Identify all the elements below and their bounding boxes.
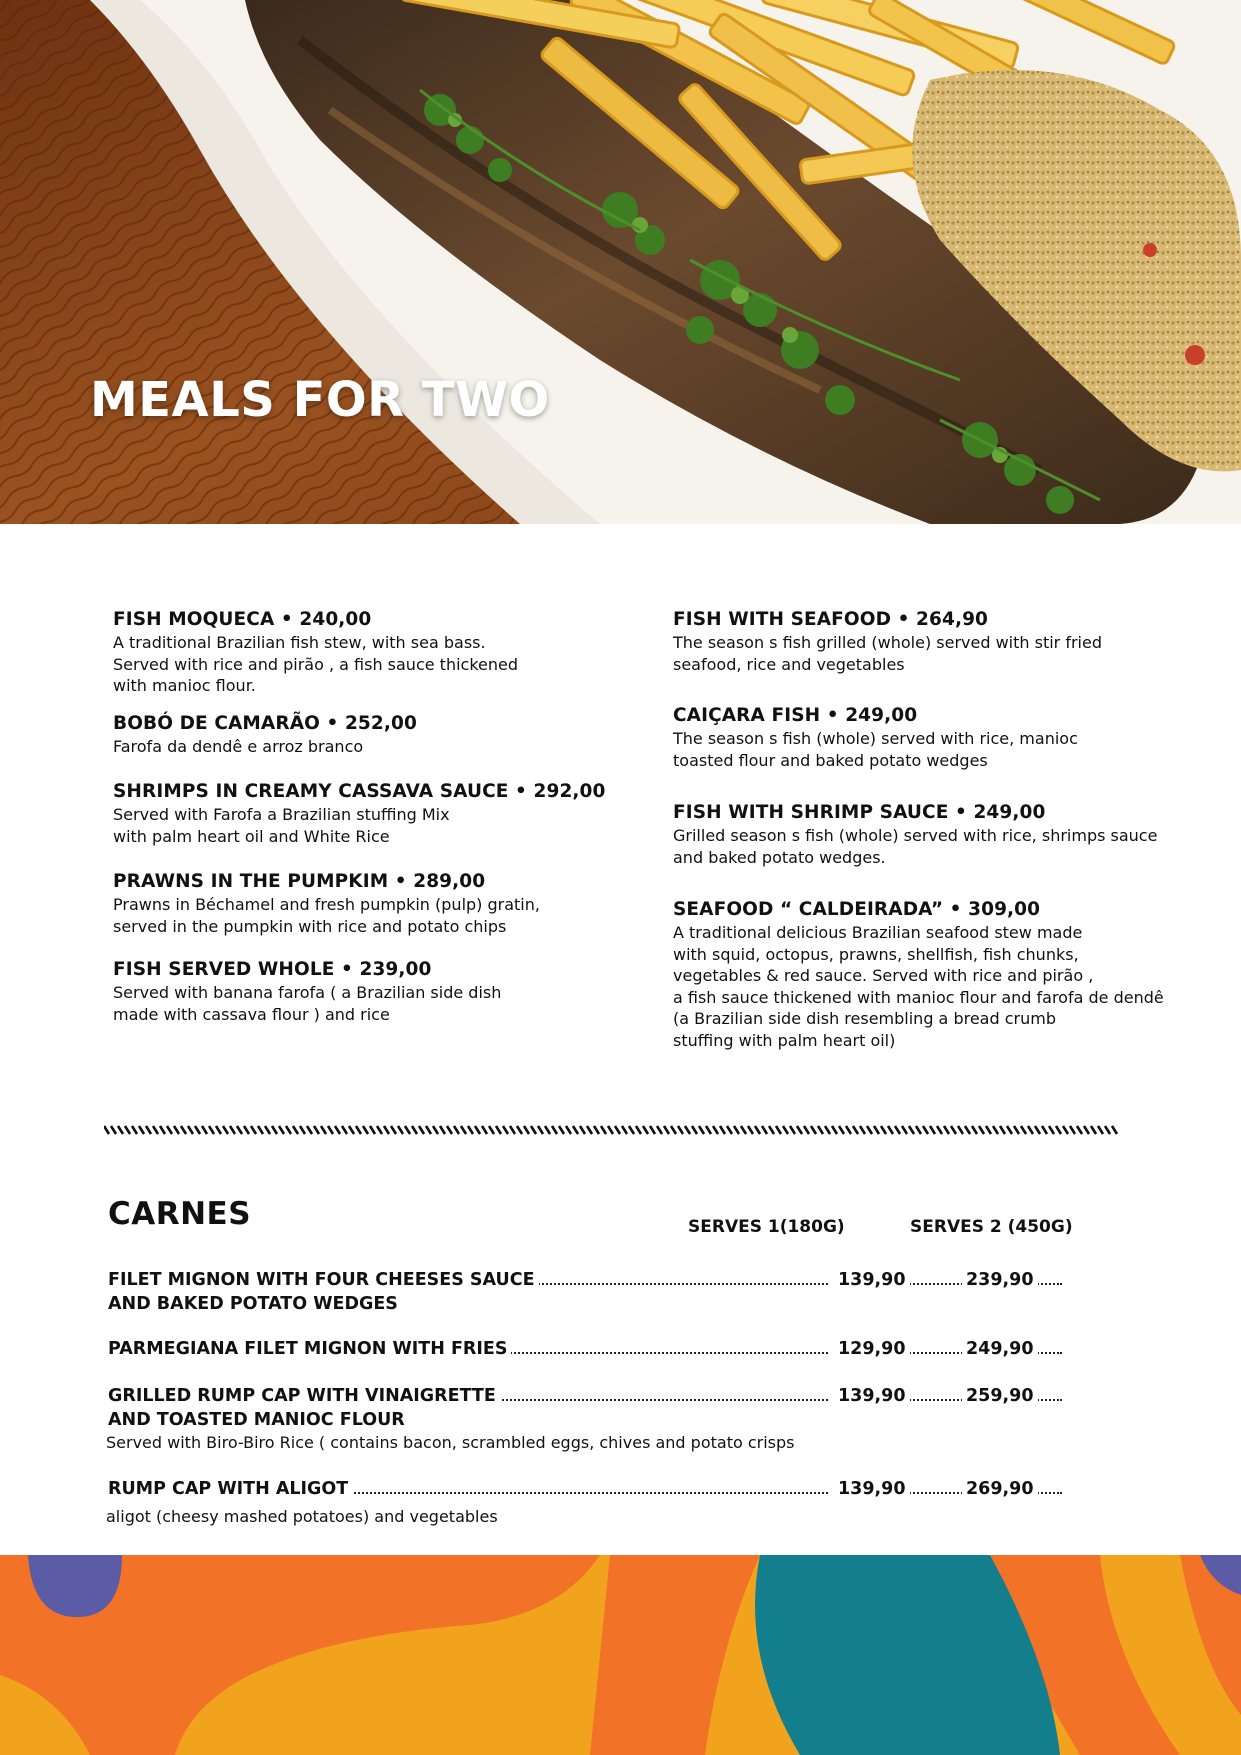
divider-stroke <box>741 1126 746 1134</box>
divider-stroke <box>1077 1126 1082 1134</box>
divider-stroke <box>902 1126 907 1134</box>
divider-stroke <box>384 1126 389 1134</box>
divider-stroke <box>230 1126 235 1134</box>
price-serves-1: 139,90 <box>834 1384 910 1408</box>
divider-stroke <box>300 1126 305 1134</box>
meat-item-name: PARMEGIANA FILET MIGNON WITH FRIES <box>108 1337 511 1361</box>
divider-stroke <box>153 1126 158 1134</box>
divider-stroke <box>1035 1126 1040 1134</box>
divider-stroke <box>671 1126 676 1134</box>
menu-item <box>673 898 1233 1052</box>
divider-stroke <box>972 1126 977 1134</box>
divider-stroke <box>622 1126 627 1134</box>
divider-stroke <box>930 1126 935 1134</box>
divider-stroke <box>944 1126 949 1134</box>
price-serves-1: 139,90 <box>834 1268 910 1292</box>
divider-stroke <box>958 1126 963 1134</box>
section-title-carnes: CARNES <box>108 1196 252 1232</box>
divider-stroke <box>993 1126 998 1134</box>
divider-stroke <box>825 1126 830 1134</box>
divider-stroke <box>272 1126 277 1134</box>
divider-stroke <box>951 1126 956 1134</box>
menu-item-description: Grilled season s fish (whole) served with rice, shrimps sauce and baked potato wedges. <box>673 826 1158 867</box>
divider-stroke <box>552 1126 557 1134</box>
divider-stroke <box>790 1126 795 1134</box>
divider-stroke <box>251 1126 256 1134</box>
menu-item-name: FISH SERVED WHOLE • 239,00 <box>113 959 432 980</box>
divider-stroke <box>734 1126 739 1134</box>
divider-stroke <box>503 1126 508 1134</box>
price-serves-2: 239,90 <box>962 1268 1038 1292</box>
divider-stroke <box>419 1126 424 1134</box>
divider-stroke <box>636 1126 641 1134</box>
divider-stroke <box>265 1126 270 1134</box>
column-header-serves-2: SERVES 2 (450G) <box>910 1217 1073 1237</box>
divider-stroke <box>888 1126 893 1134</box>
divider-stroke <box>1112 1126 1117 1134</box>
divider-stroke <box>601 1126 606 1134</box>
meat-item <box>106 1384 1066 1454</box>
divider-stroke <box>181 1126 186 1134</box>
meat-item <box>106 1477 1066 1528</box>
menu-item-name: PRAWNS IN THE PUMPKIM • 289,00 <box>113 871 486 892</box>
menu-item-name: FISH MOQUECA • 240,00 <box>113 609 372 630</box>
divider-stroke <box>538 1126 543 1134</box>
divider-stroke <box>587 1126 592 1134</box>
divider-stroke <box>748 1126 753 1134</box>
divider-stroke <box>244 1126 249 1134</box>
divider-stroke <box>797 1126 802 1134</box>
divider-stroke <box>916 1126 921 1134</box>
divider-stroke <box>699 1126 704 1134</box>
divider-stroke <box>776 1126 781 1134</box>
divider-stroke <box>755 1126 760 1134</box>
divider-stroke <box>482 1126 487 1134</box>
divider-stroke <box>678 1126 683 1134</box>
divider-stroke <box>566 1126 571 1134</box>
divider-stroke <box>489 1126 494 1134</box>
divider-stroke <box>1091 1126 1096 1134</box>
divider-stroke <box>860 1126 865 1134</box>
divider-stroke <box>293 1126 298 1134</box>
divider-stroke <box>1049 1126 1054 1134</box>
divider-stroke <box>545 1126 550 1134</box>
fish-dish-illustration <box>0 0 1241 524</box>
divider-stroke <box>286 1126 291 1134</box>
divider-stroke <box>1014 1126 1019 1134</box>
divider-stroke <box>881 1126 886 1134</box>
divider-stroke <box>979 1126 984 1134</box>
divider-stroke <box>356 1126 361 1134</box>
footer-pattern <box>0 1555 1241 1755</box>
divider-stroke <box>447 1126 452 1134</box>
divider-stroke <box>874 1126 879 1134</box>
divider-stroke <box>440 1126 445 1134</box>
divider-stroke <box>1028 1126 1033 1134</box>
price-serves-1: 139,90 <box>834 1477 910 1501</box>
price-serves-2: 259,90 <box>962 1384 1038 1408</box>
divider-stroke <box>1042 1126 1047 1134</box>
divider-stroke <box>328 1126 333 1134</box>
divider-stroke <box>685 1126 690 1134</box>
divider-stroke <box>664 1126 669 1134</box>
menu-item-name: SEAFOOD “ CALDEIRADA” • 309,00 <box>673 899 1041 920</box>
divider-stroke <box>237 1126 242 1134</box>
divider-stroke <box>832 1126 837 1134</box>
divider-stroke <box>412 1126 417 1134</box>
divider-stroke <box>818 1126 823 1134</box>
divider-stroke <box>139 1126 144 1134</box>
divider-stroke <box>1056 1126 1061 1134</box>
meat-item-name: FILET MIGNON WITH FOUR CHEESES SAUCE <box>108 1268 539 1292</box>
page-title: MEALS FOR TWO <box>90 372 550 428</box>
divider-stroke <box>580 1126 585 1134</box>
divider-stroke <box>804 1126 809 1134</box>
menu-item <box>673 801 1233 868</box>
divider-stroke <box>510 1126 515 1134</box>
divider-stroke <box>629 1126 634 1134</box>
divider-stroke <box>1021 1126 1026 1134</box>
divider-stroke <box>496 1126 501 1134</box>
divider-stroke <box>258 1126 263 1134</box>
divider-stroke <box>1007 1126 1012 1134</box>
divider-stroke <box>223 1126 228 1134</box>
divider-stroke <box>111 1126 116 1134</box>
section-divider <box>104 1124 1122 1136</box>
divider-stroke <box>167 1126 172 1134</box>
menu-item-name: CAIÇARA FISH • 249,00 <box>673 705 918 726</box>
menu-item <box>113 958 633 1025</box>
menu-item <box>113 712 633 758</box>
divider-stroke <box>615 1126 620 1134</box>
divider-stroke <box>524 1126 529 1134</box>
menu-item <box>673 704 1233 771</box>
divider-stroke <box>769 1126 774 1134</box>
divider-stroke <box>559 1126 564 1134</box>
divider-stroke <box>643 1126 648 1134</box>
divider-stroke <box>650 1126 655 1134</box>
menu-item <box>113 608 633 697</box>
divider-stroke <box>188 1126 193 1134</box>
divider-stroke <box>342 1126 347 1134</box>
divider-stroke <box>370 1126 375 1134</box>
menu-item-description: A traditional Brazilian fish stew, with sea bass. Served with rice and pirão , a fish sauce thickened with manioc flour. <box>113 633 519 696</box>
menu-item-description: A traditional delicious Brazilian seafood stew made with squid, octopus, prawns, shellfish, fish chunks, vegetables & red sauce. Served with rice and pirão , a fish sauce thickened with manioc flour and farofa de dendê (a Brazilian side dish resembling a bread crumb stuffing with palm heart oil) <box>673 923 1164 1050</box>
menu-item-description: The season s fish grilled (whole) served with stir fried seafood, rice and vegetables <box>673 633 1102 674</box>
hero-photo <box>0 0 1241 524</box>
divider-stroke <box>349 1126 354 1134</box>
divider-stroke <box>727 1126 732 1134</box>
divider-stroke <box>867 1126 872 1134</box>
divider-stroke <box>1063 1126 1068 1134</box>
divider-stroke <box>853 1126 858 1134</box>
divider-stroke <box>573 1126 578 1134</box>
divider-stroke <box>720 1126 725 1134</box>
divider-stroke <box>1070 1126 1075 1134</box>
divider-stroke <box>909 1126 914 1134</box>
menu-item <box>113 780 633 847</box>
divider-stroke <box>783 1126 788 1134</box>
divider-stroke <box>202 1126 207 1134</box>
menu-item-name: BOBÓ DE CAMARÃO • 252,00 <box>113 713 417 734</box>
divider-stroke <box>104 1126 109 1134</box>
divider-stroke <box>713 1126 718 1134</box>
menu-item-name: SHRIMPS IN CREAMY CASSAVA SAUCE • 292,00 <box>113 781 606 802</box>
divider-stroke <box>923 1126 928 1134</box>
divider-stroke <box>594 1126 599 1134</box>
divider-stroke <box>321 1126 326 1134</box>
menu-item-description: Prawns in Béchamel and fresh pumpkin (pulp) gratin, served in the pumpkin with rice and potato chips <box>113 895 540 936</box>
divider-stroke <box>811 1126 816 1134</box>
divider-stroke <box>279 1126 284 1134</box>
divider-stroke <box>895 1126 900 1134</box>
meat-item <box>106 1268 1066 1316</box>
divider-stroke <box>517 1126 522 1134</box>
price-serves-1: 129,90 <box>834 1337 910 1361</box>
divider-stroke <box>195 1126 200 1134</box>
divider-stroke <box>461 1126 466 1134</box>
divider-stroke <box>965 1126 970 1134</box>
divider-stroke <box>174 1126 179 1134</box>
meat-item-description: aligot (cheesy mashed potatoes) and vegetables <box>106 1507 498 1526</box>
divider-stroke <box>398 1126 403 1134</box>
divider-stroke <box>986 1126 991 1134</box>
divider-stroke <box>839 1126 844 1134</box>
meat-item-description: Served with Biro-Biro Rice ( contains bacon, scrambled eggs, chives and potato crisps <box>106 1433 795 1452</box>
divider-stroke <box>454 1126 459 1134</box>
divider-stroke <box>216 1126 221 1134</box>
divider-stroke <box>433 1126 438 1134</box>
divider-stroke <box>706 1126 711 1134</box>
divider-stroke <box>307 1126 312 1134</box>
divider-stroke <box>531 1126 536 1134</box>
divider-stroke <box>692 1126 697 1134</box>
divider-stroke <box>377 1126 382 1134</box>
meat-item <box>106 1337 1066 1361</box>
price-serves-2: 249,90 <box>962 1337 1038 1361</box>
divider-stroke <box>209 1126 214 1134</box>
divider-stroke <box>132 1126 137 1134</box>
menu-item-description: Served with Farofa a Brazilian stuffing Mix with palm heart oil and White Rice <box>113 805 450 846</box>
menu-item-description: Farofa da dendê e arroz branco <box>113 737 364 756</box>
divider-stroke <box>160 1126 165 1134</box>
divider-stroke <box>335 1126 340 1134</box>
divider-stroke <box>657 1126 662 1134</box>
divider-stroke <box>846 1126 851 1134</box>
divider-stroke <box>391 1126 396 1134</box>
divider-stroke <box>475 1126 480 1134</box>
meat-item-name: GRILLED RUMP CAP WITH VINAIGRETTE <box>108 1384 500 1408</box>
divider-stroke <box>468 1126 473 1134</box>
menu-item <box>113 870 633 937</box>
meat-item-name-continued: AND BAKED POTATO WEDGES <box>108 1294 398 1314</box>
divider-stroke <box>363 1126 368 1134</box>
meat-item-name: RUMP CAP WITH ALIGOT <box>108 1477 352 1501</box>
divider-stroke <box>608 1126 613 1134</box>
divider-stroke <box>405 1126 410 1134</box>
menu-item-description: Served with banana farofa ( a Brazilian side dish made with cassava flour ) and rice <box>113 983 502 1024</box>
divider-stroke <box>1098 1126 1103 1134</box>
divider-stroke <box>1105 1126 1110 1134</box>
price-serves-2: 269,90 <box>962 1477 1038 1501</box>
divider-stroke <box>1084 1126 1089 1134</box>
column-header-serves-1: SERVES 1(180G) <box>688 1217 845 1237</box>
divider-stroke <box>937 1126 942 1134</box>
divider-stroke <box>314 1126 319 1134</box>
divider-stroke <box>125 1126 130 1134</box>
divider-stroke <box>146 1126 151 1134</box>
menu-item-description: The season s fish (whole) served with rice, manioc toasted flour and baked potato wedges <box>673 729 1078 770</box>
divider-stroke <box>762 1126 767 1134</box>
menu-item-name: FISH WITH SEAFOOD • 264,90 <box>673 609 989 630</box>
menu-item-name: FISH WITH SHRIMP SAUCE • 249,00 <box>673 802 1046 823</box>
meat-item-name-continued: AND TOASTED MANIOC FLOUR <box>108 1410 405 1430</box>
divider-stroke <box>1000 1126 1005 1134</box>
menu-item <box>673 608 1233 675</box>
divider-stroke <box>426 1126 431 1134</box>
divider-stroke <box>118 1126 123 1134</box>
